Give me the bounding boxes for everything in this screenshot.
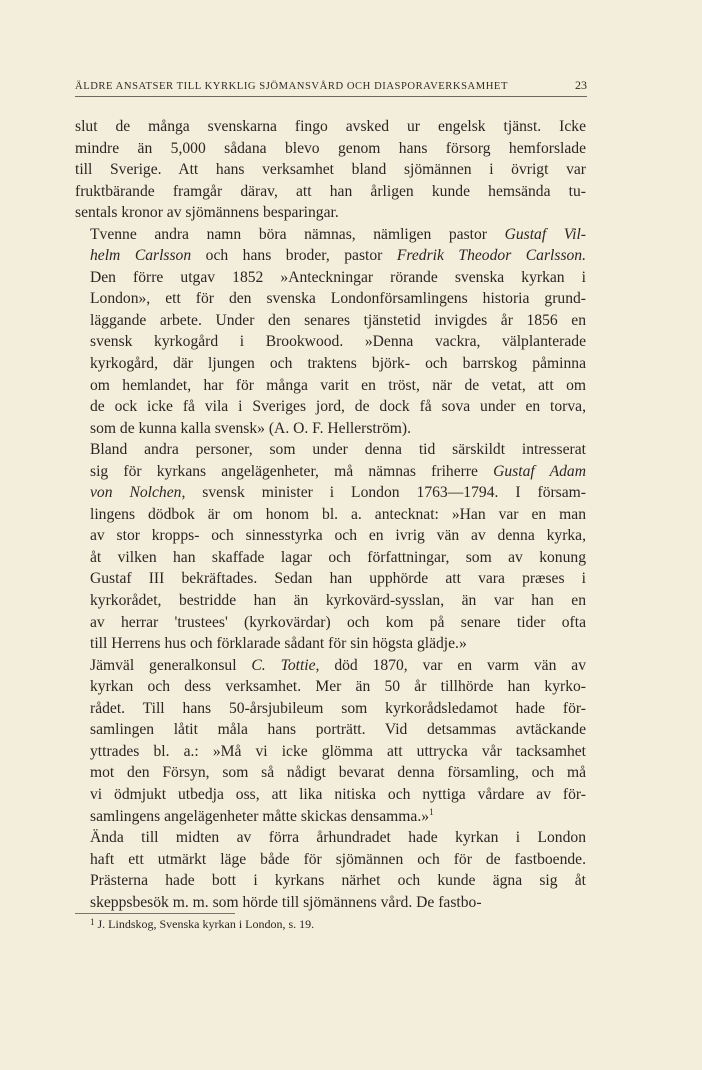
text-line: Den förre utgav 1852 »Anteckningar rörande svenska kyrkan i — [90, 268, 586, 286]
paragraph — [75, 224, 586, 439]
text-line: om hemlandet, har för många varit en tröst, när de vetat, att om — [90, 376, 586, 394]
text-line: mindre än 5,000 sådana blevo genom hans försorg hemforslade — [75, 139, 586, 157]
running-header — [75, 78, 587, 93]
text-line: rådet. Till hans 50-årsjubileum som kyrkorådsledamot hade för- — [90, 699, 586, 717]
header-rule — [75, 96, 587, 97]
text-line: slut de många svenskarna fingo avsked ur engelsk tjänst. Icke — [75, 118, 586, 135]
text-line: samlingen låtit måla hans porträtt. Vid detsammas avtäckande — [90, 721, 586, 739]
text-line: svensk kyrkogård i Brookwood. »Denna vackra, välplanterade — [90, 333, 586, 351]
text-line: åt vilken han skaffade lagar och författningar, som av konung — [90, 548, 586, 566]
text-line: kyrkorådet, bestridde han än kyrkovärd-sysslan, än var han en — [90, 592, 586, 610]
text-line: läggande arbete. Under den senares tjänstetid invigdes år 1856 en — [90, 311, 586, 329]
text-line: Bland andra personer, som under denna tid särskildt intresserat — [90, 441, 586, 459]
page-number: 23 — [575, 78, 587, 92]
text-line: mot den Försyn, som så nådigt bevarat denna församling, och må — [90, 764, 586, 782]
text-line: till Sverige. Att hans verksamhet bland sjömännen i övrigt var — [75, 161, 586, 179]
text-line: sentals kronor av sjömännens besparingar. — [75, 204, 339, 222]
text-line: lingens dödbok är om honom bl. a. antecknat: »Han var en man — [90, 505, 586, 523]
text-line: av stor kropps- och sinnesstyrka och en ivrig vän av denna kyrka, — [90, 527, 586, 545]
italic-name: von Nolchen, — [90, 484, 186, 502]
text-line: Jämväl generalkonsul C. Tottie, död 1870, var en varm vän av — [90, 656, 586, 674]
paragraph — [75, 827, 586, 913]
text-line: London», ett för den svenska Londonförsamlingens historia grund- — [90, 290, 586, 308]
italic-name: Fredrik Theodor Carlsson. — [396, 247, 586, 265]
text-line: Gustaf III bekräftades. Sedan han upphörde att vara præses i — [90, 570, 586, 588]
footnote-marker: 1 — [90, 917, 95, 927]
footnote-text: J. Lindskog, Svenska kyrkan i London, s. 19. — [97, 917, 315, 931]
running-title: ÄLDRE ANSATSER TILL KYRKLIG SJÖMANSVÅRD OCH DIASPORAVERKSAMHET — [75, 81, 508, 92]
body-text — [75, 116, 586, 913]
footnote-ref: 1 — [429, 806, 434, 817]
italic-name: Gustaf Vil- — [504, 225, 586, 243]
text-line: de ock icke få vila i Sveriges jord, de dock få sova under en torva, — [90, 398, 586, 416]
paragraph — [75, 655, 586, 827]
text-line: fruktbärande framgår därav, att han årligen kunde hemsända tu- — [75, 182, 586, 200]
text-line: samlingens angelägenheter måtte skickas densamma.»$^1$ — [90, 806, 434, 825]
text-line: till Herrens hus och förklarade sådant för sin högsta glädje.» — [90, 635, 467, 653]
footnote — [90, 916, 314, 932]
text-line: skeppsbesök m. m. som hörde till sjömännens vård. De fastbo- — [90, 893, 482, 911]
text-line: Ända till midten av förra århundradet hade kyrkan i London — [90, 829, 586, 847]
text-line: von Nolchen, svensk minister i London 1763—1794. I försam- — [90, 484, 586, 502]
text-line: haft ett utmärkt läge både för sjömännen och för de fastboende. — [90, 850, 586, 868]
paragraph — [75, 116, 586, 224]
text-line: sig för kyrkans angelägenheter, må nämnas friherre Gustaf Adam — [90, 462, 586, 480]
italic-name: helm Carlsson — [90, 247, 192, 265]
text-line: kyrkogård, där ljungen och traktens björk- och barrskog påminna — [90, 355, 586, 373]
italic-name: C. Tottie, — [251, 656, 320, 674]
text-line: som de kunna kalla svensk» (A. O. F. Hellerström). — [90, 419, 411, 437]
italic-name: Gustaf Adam — [493, 462, 586, 480]
text-line: vi ödmjukt utbedja oss, att lika nitiska och nyttiga vårdare av för- — [90, 785, 586, 803]
text-line: kyrkan och dess verksamhet. Mer än 50 år tillhörde han kyrko- — [90, 678, 586, 696]
text-line: Prästerna hade bott i kyrkans närhet och kunde ägna sig åt — [90, 872, 586, 890]
paragraph — [75, 439, 586, 654]
footnote-rule — [75, 913, 235, 914]
text-line: Tvenne andra namn böra nämnas, nämligen pastor Gustaf Vil- — [90, 225, 586, 243]
text-line: av herrar 'trustees' (kyrkovärdar) och kom på senare tider ofta — [90, 613, 586, 631]
text-line: helm Carlsson och hans broder, pastor Fredrik Theodor Carlsson. — [90, 247, 586, 265]
text-line: yttrades bl. a.: »Må vi icke glömma att uttrycka vår tacksamhet — [90, 742, 586, 760]
